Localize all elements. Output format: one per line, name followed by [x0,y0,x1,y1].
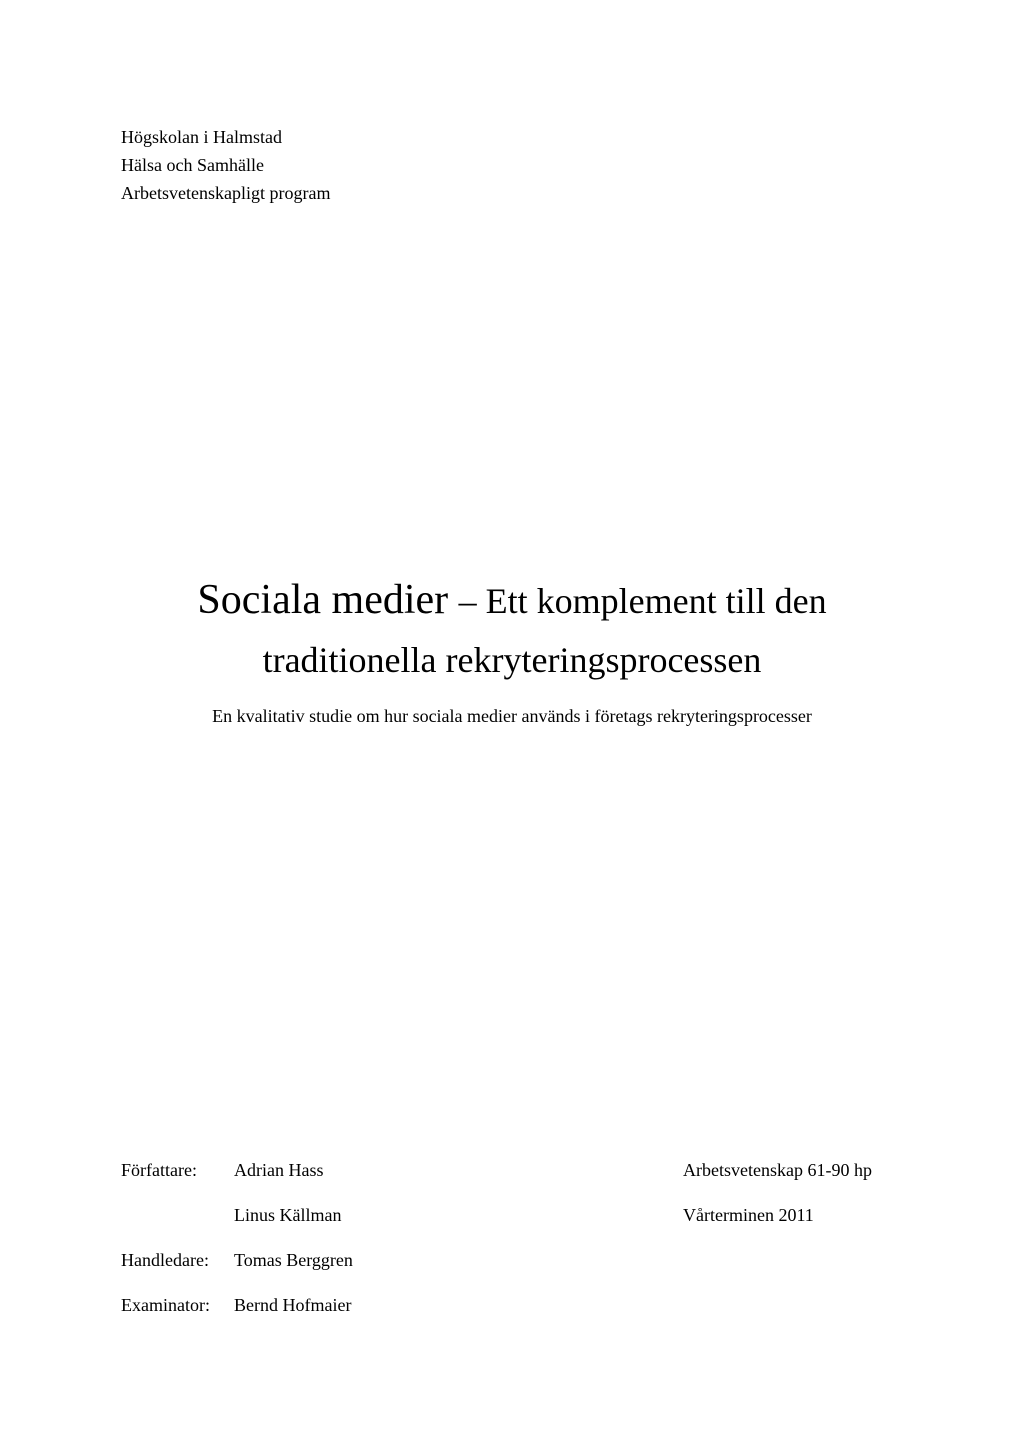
supervisor-row [121,1250,921,1295]
supervisor-name: Tomas Berggren [234,1250,353,1270]
course-info: Arbetsvetenskap 61-90 hp [683,1160,872,1180]
author-1: Adrian Hass [234,1160,324,1180]
authors-row [121,1160,921,1205]
meta-block [121,1160,921,1340]
institution-block [121,123,330,207]
examiner-name: Bernd Hofmaier [234,1295,352,1315]
authors-row-2 [121,1205,921,1250]
school-name: Högskolan i Halmstad [121,127,282,147]
authors-label: Författare: [121,1160,197,1180]
title-main: Sociala medier [197,577,449,623]
term-info: Vårterminen 2011 [683,1205,814,1225]
subtitle: En kvalitativ studie om hur sociala medier används i företags rekryteringsprocesser [212,706,812,726]
examiner-label: Examinator: [121,1295,210,1315]
program-name: Arbetsvetenskapligt program [121,183,331,203]
department-name: Hälsa och Samhälle [121,155,264,175]
title-line-2: traditionella rekryteringsprocessen [262,640,762,680]
title-block [0,570,1024,729]
examiner-row [121,1295,921,1340]
author-2: Linus Källman [234,1205,342,1225]
title-line-1 [0,570,1024,631]
supervisor-label: Handledare: [121,1250,209,1270]
title-dash-part: – Ett komplement till den [458,581,827,621]
